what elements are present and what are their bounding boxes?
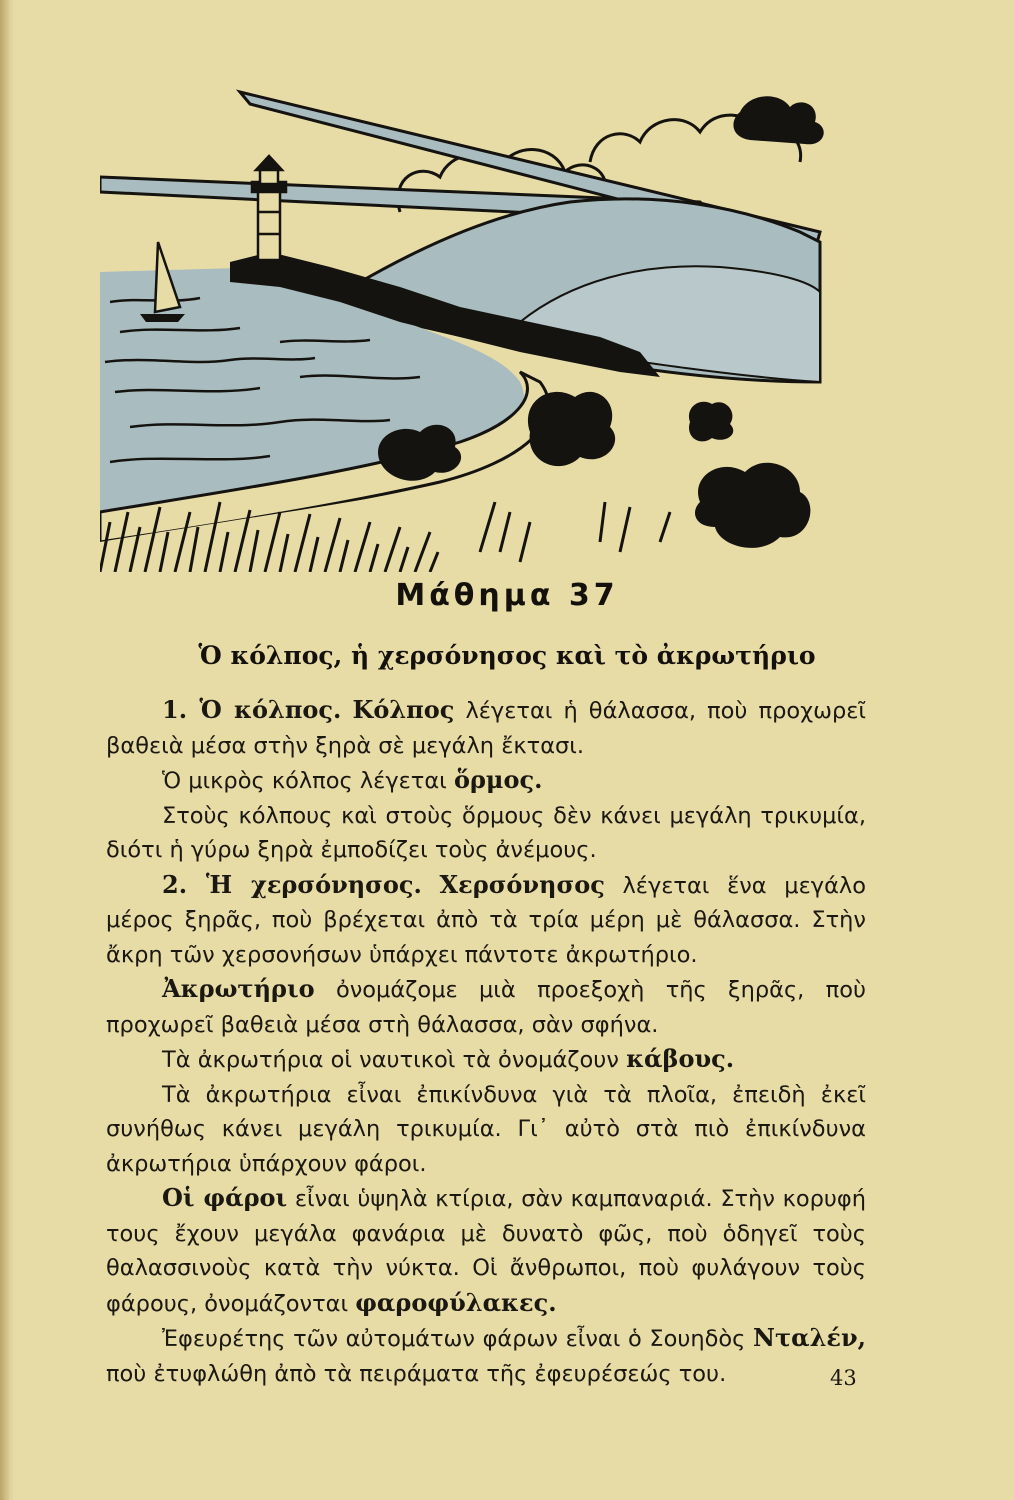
term-kavos: κάβους.: [626, 1044, 735, 1073]
paragraph-text: Τὰ ἀκρωτήρια εἶναι ἐπικίνδυνα γιὰ τὰ πλοῖα, ἐπειδὴ ἐκεῖ συνήθως κάνει μεγάλη τρικυμία. Γι᾿ αὐτὸ στὰ πιὸ ἐπικίνδυνα ἀκρωτήρια ὑπάρχουν φάροι.: [106, 1081, 866, 1177]
paragraph-danger: [106, 1078, 866, 1182]
paragraph-text: Τὰ ἀκρωτήρια οἱ ναυτικοὶ τὰ ὀνομάζουν: [162, 1047, 619, 1073]
section-heading-peninsula: 2. Ἡ χερσόνησος.: [162, 869, 422, 899]
paragraph-text: Στοὺς κόλπους καὶ στοὺς ὅρμους δὲν κάνει μεγάλη τρικυμία, διότι ἡ γύρω ξηρὰ ἐμποδίζει τοὺς ἀνέμους.: [106, 802, 866, 863]
paragraph-text: ποὺ ἐτυφλώθη ἀπὸ τὰ πειράματα τῆς ἐφευρέσεώς του.: [106, 1360, 727, 1387]
lesson-subtitle: Ὁ κόλπος, ἡ χερσόνησος καὶ τὸ ἀκρωτήριο: [198, 641, 816, 670]
term-dalen: Νταλέν,: [753, 1323, 867, 1352]
paragraph-gulf: [106, 693, 866, 763]
paragraph-text: Ὁ μικρὸς κόλπος λέγεται: [162, 768, 447, 794]
term-cape: Ἀκρωτήριο: [162, 974, 315, 1003]
paragraph-text: ὀνομάζομε μιὰ προεξοχὴ τῆς ξηρᾶς, ποὺ προχωρεῖ βαθειὰ μέσα στὴ θάλασσα, σὰν σφήνα.: [106, 977, 866, 1038]
page-edge: [0, 0, 14, 1500]
term-peninsula: Χερσόνησος: [439, 869, 605, 899]
lesson-title: Μάθημα 37: [395, 578, 619, 613]
term-cove: ὅρμος.: [453, 765, 543, 794]
paragraph-text: λέγεται ἡ θάλασσα, ποὺ προχωρεῖ βαθειὰ μέσα στὴν ξηρὰ σὲ μεγάλη ἔκτασι.: [106, 698, 867, 759]
section-heading-gulf: 1. Ὁ κόλπος.: [162, 695, 342, 724]
term-keepers: φαροφύλακες.: [355, 1287, 557, 1317]
lesson-body: [106, 693, 866, 1391]
paragraph-peninsula: [106, 868, 866, 973]
lighthouse-icon: [252, 156, 286, 260]
paragraph-text: εἶναι ὑψηλὰ κτίρια, σὰν καμπαναριά. Στὴν κορυφή τους ἔχουν μεγάλα φανάρια μὲ δυνατὸ φῶς, ποὺ ὁδηγεῖ τοὺς θαλασσινοὺς κατὰ τὴν νύκτα. Οἱ ἄνθρωποι, ποὺ φυλάγουν τοὺς φάρους, ὀνομάζονται: [106, 1186, 867, 1317]
page-number: 43: [830, 1366, 857, 1390]
paragraph-storms: [106, 799, 866, 868]
term-lighthouses: Οἱ φάροι: [162, 1183, 288, 1212]
paragraph-inventor: [106, 1321, 866, 1391]
paragraph-cove: [106, 763, 866, 799]
coastal-landscape-illustration: [100, 82, 860, 572]
paragraph-text: Ἐφευρέτης τῶν αὐτομάτων φάρων εἶναι ὁ Σουηδὸς: [162, 1326, 746, 1352]
paragraph-kavos: [106, 1042, 866, 1078]
paragraph-lighthouses: [106, 1181, 866, 1321]
paragraph-text: λέγεται ἕνα μεγάλο μέρος ξηρᾶς, ποὺ βρέχεται ἀπὸ τὰ τρία μέρη μὲ θάλασσα. Στὴν ἄκρη τῶν χερσονήσων ὑπάρχει πάντοτε ἀκρωτήριο.: [106, 872, 866, 968]
term-gulf: Κόλπος: [352, 695, 455, 724]
dark-cloud: [733, 96, 823, 144]
paragraph-cape: [106, 972, 866, 1042]
